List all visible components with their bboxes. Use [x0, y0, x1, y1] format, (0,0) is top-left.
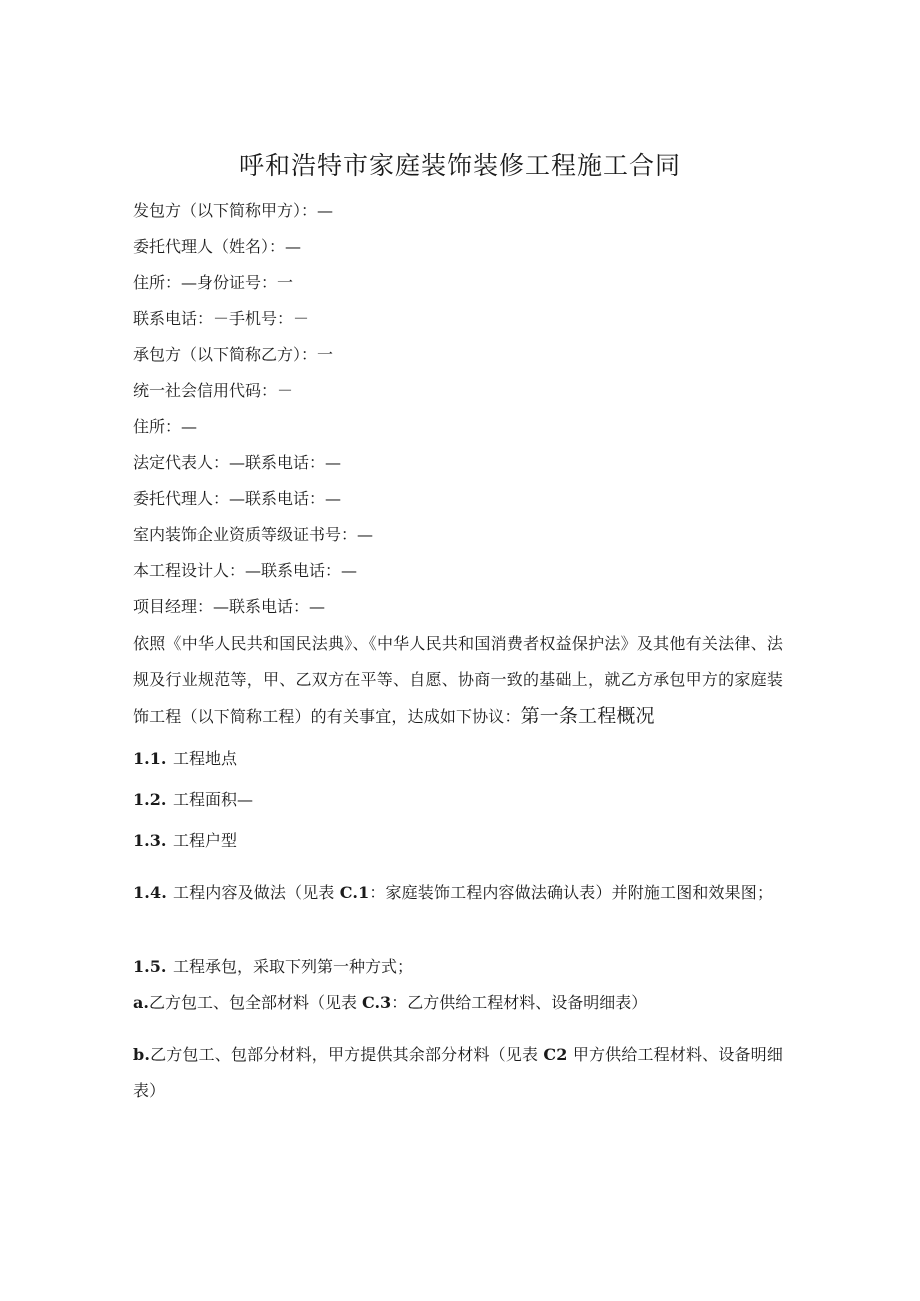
field-contractor-agent: 委托代理人：—联系电话：— [133, 489, 342, 508]
table-ref: C.3 [362, 993, 392, 1012]
article-1-heading: 第一条工程概况 [520, 705, 655, 727]
option-a [133, 993, 647, 1013]
field-legal-rep: 法定代表人：—联系电话：— [133, 453, 342, 472]
field-contractor-address: 住所：— [133, 417, 198, 436]
field-employer-phone: 联系电话：－手机号：－ [133, 309, 310, 328]
field-qualification-cert: 室内装饰企业资质等级证书号：— [133, 525, 374, 544]
item-1-5 [133, 957, 413, 977]
item-1-1 [133, 749, 237, 769]
item-text: 工程地点 [173, 749, 238, 768]
option-text-pre: 乙方包工、包部分材料，甲方提供其余部分材料（见表 [150, 1045, 544, 1064]
option-text-post: 甲方供给工程材料、设备明细表） [133, 1045, 783, 1100]
field-employer-address-id: 住所：—身份证号：一 [133, 273, 294, 292]
item-number: 1.3. [133, 831, 167, 850]
option-label: b. [133, 1045, 151, 1064]
table-ref: C.1 [339, 883, 370, 902]
item-text: 工程户型 [173, 831, 238, 850]
item-text-pre: 工程内容及做法（见表 [173, 883, 340, 902]
field-designer: 本工程设计人：—联系电话：— [133, 561, 358, 580]
item-number: 1.5. [133, 957, 167, 976]
item-1-3 [133, 831, 237, 851]
item-text: 工程承包，采取下列第一种方式； [173, 957, 414, 976]
item-1-2 [133, 790, 253, 810]
document-title: 呼和浩特市家庭装饰装修工程施工合同 [238, 151, 681, 180]
item-1-4 [133, 875, 783, 911]
field-credit-code: 统一社会信用代码：－ [133, 381, 294, 400]
item-number: 1.2. [133, 790, 167, 809]
option-text-post: ：乙方供给工程材料、设备明细表） [391, 993, 648, 1012]
intro-paragraph [133, 626, 783, 735]
field-project-manager: 项目经理：—联系电话：— [133, 597, 326, 616]
table-ref: C2 [543, 1045, 568, 1064]
item-text: 工程面积— [173, 790, 254, 809]
field-employer-agent: 委托代理人（姓名）：— [133, 237, 302, 256]
intro-text: 依照《中华人民共和国民法典》、《中华人民共和国消费者权益保护法》及其他有关法律、法规及行业规范等，甲、乙双方在平等、自愿、协商一致的基础上，就乙方承包甲方的家庭装饰工程（以下简称工程）的有关事宜，达成如下协议： [133, 634, 783, 726]
option-b [133, 1037, 783, 1109]
field-contractor: 承包方（以下简称乙方）：一 [133, 345, 334, 364]
item-number: 1.4. [133, 883, 168, 902]
item-text-post: ：家庭装饰工程内容做法确认表）并附施工图和效果图； [369, 883, 774, 902]
field-employer: 发包方（以下简称甲方）：— [133, 201, 334, 220]
option-label: a. [133, 993, 149, 1012]
option-text-pre: 乙方包工、包全部材料（见表 [148, 993, 363, 1012]
item-number: 1.1. [133, 749, 167, 768]
